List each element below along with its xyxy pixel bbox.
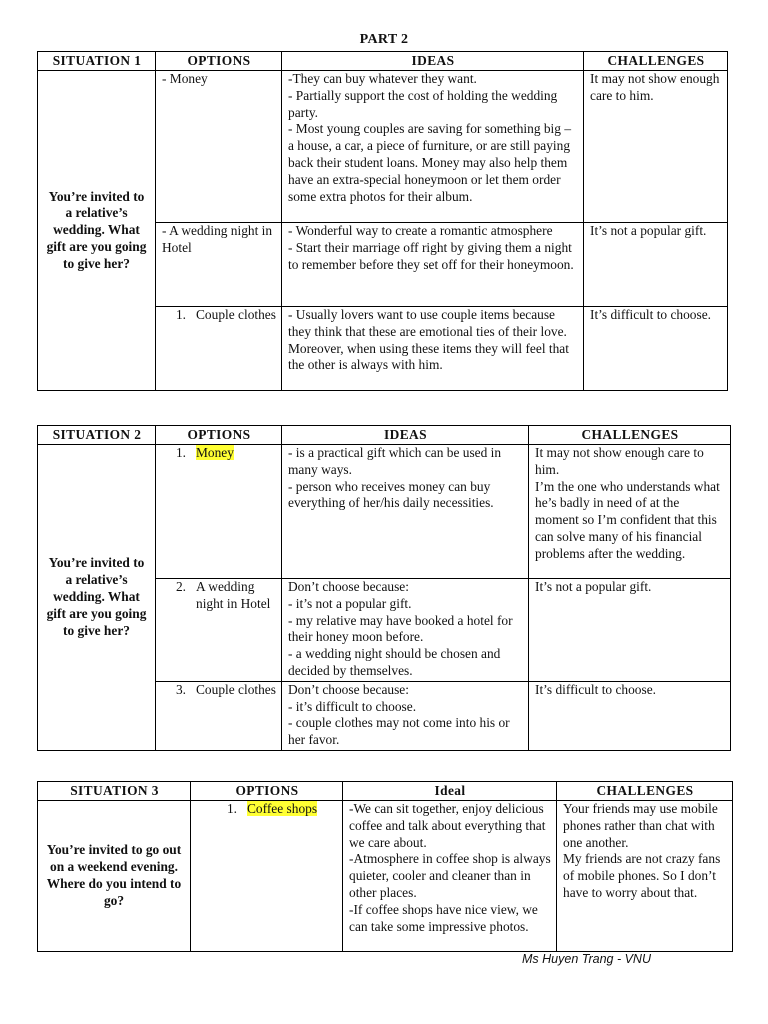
footer-credit: Ms Huyen Trang - VNU [522,952,651,966]
idea-line: - Start their marriage off right by giving them a night to remember before they set off for their honeymoon. [288,239,574,272]
idea-line: - a wedding night should be chosen and decided by themselves. [288,646,501,678]
idea-line: Don’t choose because: [288,681,409,697]
idea-line: - it’s not a popular gift. [288,595,412,611]
challenge-cell: It’s not a popular gift. [584,223,728,307]
table-header-row [38,782,733,801]
table-header-row [38,426,731,445]
challenge-cell [557,801,733,952]
situation-question: You’re invited to a relative’s wedding. What gift are you going to give her? [38,445,156,751]
ideas-header: IDEAS [282,426,529,445]
challenge-cell: It may not show enough care to him. [584,71,728,223]
options-header: OPTIONS [191,782,343,801]
table-row [38,445,731,579]
option-label-highlighted: Coffee shops [247,801,318,816]
challenge-line: My friends are not crazy fans of mobile phones. So I don’t have to worry about that. [563,851,721,900]
situation-header: SITUATION 2 [38,426,156,445]
ideas-header: IDEAS [282,52,584,71]
challenge-line: Your friends may use mobile phones rather than chat with one another. [563,801,718,850]
table-row [38,71,728,223]
option-number: 2. [175,579,186,594]
situation-question: You’re invited to go out on a weekend evening. Where do you intend to go? [38,801,191,952]
idea-line: Don’t choose because: [288,579,409,594]
option-cell [156,579,282,682]
challenge-line: It’s difficult to choose. [535,681,656,697]
challenges-header: CHALLENGES [584,52,728,71]
ideas-cell [282,223,584,307]
table-row [38,801,733,952]
option-label: A wedding night in Hotel [196,579,271,611]
option-cell: - Money [156,71,282,223]
option-cell: - A wedding night in Hotel [156,223,282,307]
challenge-cell [529,579,731,682]
option-label: Couple clothes [196,681,276,697]
situation-1-table [37,51,728,391]
options-header: OPTIONS [156,52,282,71]
ideas-cell [282,71,584,223]
idea-line: -They can buy whatever they want. [288,71,477,86]
ideas-cell [282,579,529,682]
situation-question: You’re invited to a relative’s wedding. What gift are you going to give her? [38,71,156,391]
idea-line: - is a practical gift which can be used in many ways. [288,445,502,477]
idea-line: - Partially support the cost of holding the wedding party. [288,87,558,120]
idea-line: -If coffee shops have nice view, we can take some impressive photos. [349,901,538,934]
option-number: 1. [175,307,186,322]
options-header: OPTIONS [156,426,282,445]
ideas-cell [282,681,529,750]
situation-3-table [37,781,733,952]
idea-line: - my relative may have booked a hotel for their honey moon before. [288,612,513,645]
challenge-line: It’s not a popular gift. [535,579,652,594]
situation-header: SITUATION 1 [38,52,156,71]
idea-line: - couple clothes may not come into his or her favor. [288,715,510,748]
challenge-cell: It’s difficult to choose. [584,307,728,391]
challenges-header: CHALLENGES [529,426,731,445]
option-label: Couple clothes [196,307,276,322]
challenge-line: It may not show enough care to him. [535,445,704,477]
idea-line: - it’s difficult to choose. [288,698,417,714]
challenge-cell [529,681,731,750]
idea-line: -We can sit together, enjoy delicious coffee and talk about everything that we care about. [349,801,546,850]
situation-header: SITUATION 3 [38,782,191,801]
option-cell [156,307,282,391]
idea-line: - Usually lovers want to use couple items because they think that these are emotional ties of their love. Moreover, when using these items they will feel that the other is always with him. [288,307,569,373]
situation-2-table [37,425,731,751]
ideas-cell [282,307,584,391]
challenge-line: I’m the one who understands what he’s badly in need of at the moment so I’m confident that this can solve many of his financial problems after the wedding. [535,478,720,561]
ideas-header: Ideal [343,782,557,801]
page-title: PART 2 [359,32,409,47]
option-label-highlighted: Money [196,445,234,460]
option-number: 3. [175,681,186,697]
idea-line: - Most young couples are saving for something big – a house, a car, a piece of furniture, or are still paying back their student loans. Money may also help them have an extra-special honeymoon or let them order some extra photos for their album. [288,121,572,204]
option-cell [156,445,282,579]
idea-line: - Wonderful way to create a romantic atmosphere [288,223,553,238]
challenges-header: CHALLENGES [557,782,733,801]
ideas-cell [343,801,557,952]
table-header-row [38,52,728,71]
option-cell [156,681,282,750]
idea-line: - person who receives money can buy everything of her/his daily necessities. [288,478,494,511]
option-number: 1. [226,801,237,816]
ideas-cell [282,445,529,579]
challenge-cell [529,445,731,579]
idea-line: -Atmosphere in coffee shop is always quieter, cooler and cleaner than in other places. [349,851,551,900]
option-cell [191,801,343,952]
option-number: 1. [175,445,186,460]
